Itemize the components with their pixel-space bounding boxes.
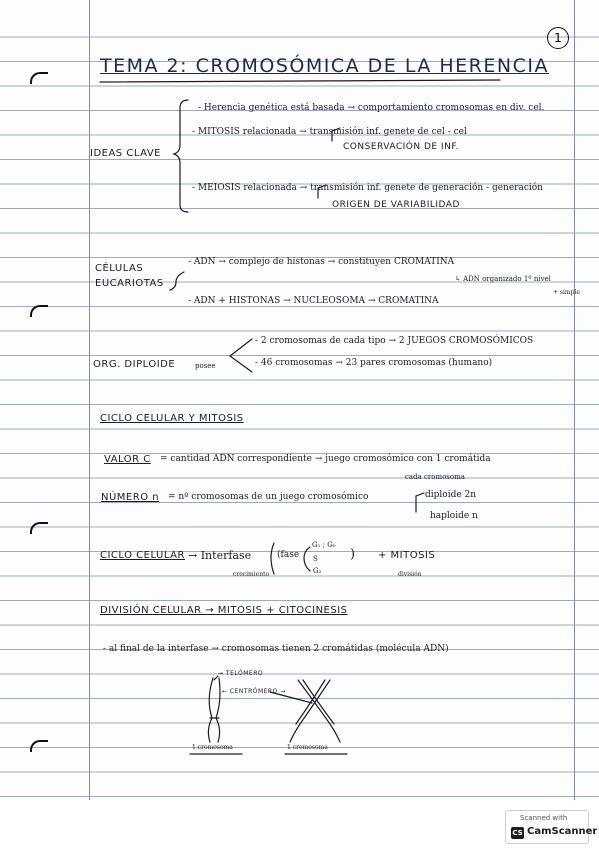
- celulas-label-1: CÉLULAS: [95, 263, 144, 274]
- diploide-bracket: [230, 339, 252, 372]
- page-title: TEMA 2: CROMOSÓMICA DE LA HERENCIA: [100, 55, 549, 77]
- ciclo-celular-label: CICLO CELULAR: [100, 550, 185, 561]
- valor-c-text: = cantidad ADN correspondiente → juego cromosómico con 1 cromátida: [160, 454, 491, 464]
- celulas-label-2: EUCARIOTAS: [95, 278, 164, 289]
- scanned-with-text: Scanned with: [520, 814, 568, 822]
- numero-n-label: NÚMERO n: [101, 492, 160, 503]
- cromosoma-label-1: 1 cromosoma: [192, 744, 233, 751]
- celulas-note-1: ↳ ADN organizado 1º nivel: [455, 275, 551, 283]
- page-number: 1: [547, 27, 569, 49]
- fase-brace: [304, 547, 310, 571]
- celulas-line-1: - ADN → complejo de histonas → constituyen CROMATINA: [188, 257, 455, 267]
- celulas-note-2: + simple: [553, 289, 580, 296]
- division-celular-line: DIVISIÓN CELULAR → MITOSIS + CITOCINESIS: [100, 605, 348, 616]
- ideas-line-3b: ORIGEN DE VARIABILIDAD: [332, 200, 460, 210]
- fase-g1-g0: G₁ ; G₀: [312, 541, 336, 549]
- numero-hook: [416, 493, 424, 512]
- division-text: división: [398, 571, 422, 578]
- fase-g2: G₂: [313, 567, 322, 575]
- fase-s: S: [313, 555, 318, 563]
- ideas-hook-2: [318, 185, 326, 198]
- interfase-text: → Interfase: [188, 549, 252, 562]
- camscanner-logo-icon: CS: [512, 829, 523, 837]
- diploide-2n: diploide 2n: [425, 490, 477, 500]
- ideas-line-2b: CONSERVACIÓN DE INF.: [343, 142, 459, 152]
- haploide-n: haploide n: [430, 511, 478, 521]
- fase-open-paren: [271, 543, 274, 574]
- celulas-brace: [170, 272, 184, 290]
- telomere-pointer: [214, 676, 218, 680]
- celulas-line-2: - ADN + HISTONAS → NUCLEOSOMA → CROMATINA: [188, 296, 439, 306]
- ideas-label: IDEAS CLAVE: [90, 148, 161, 159]
- ideas-line-3: - MEIOSIS relacionada → transmisión inf. genete de generación - generación: [192, 183, 543, 193]
- crecimiento-text: crecimiento: [233, 571, 270, 578]
- ciclo-heading: CICLO CELULAR Y MITOSIS: [100, 413, 244, 424]
- camscanner-brand: CamScanner: [527, 826, 598, 837]
- cromosoma-label-2: 1 cromosoma: [287, 744, 328, 751]
- final-interfase-line: - al final de la interfase → cromosomas tienen 2 cromátidas (molécula ADN): [103, 644, 449, 654]
- diploide-line-2: - 46 cromosomas → 23 pares cromosomas (humano): [255, 358, 493, 368]
- ideas-hook-1: [332, 128, 340, 141]
- diploide-line-1: - 2 cromosomas de cada tipo → 2 JUEGOS CROMOSÓMICOS: [255, 336, 534, 346]
- fase-text: (fase: [277, 550, 300, 560]
- telomero-label: → TELÓMERO: [218, 670, 264, 677]
- chromosome-1-body: [208, 678, 213, 742]
- camscanner-badge: [505, 810, 598, 844]
- numero-n-text: = nº cromosomas de un juego cromosómico: [168, 492, 369, 502]
- title-underline: [100, 80, 500, 82]
- diploide-posee: posee: [195, 362, 216, 370]
- centromero-label: ← CENTRÓMERO →: [222, 688, 286, 695]
- diploide-label: ORG. DIPLOIDE: [93, 359, 176, 370]
- fase-close-paren: ): [350, 547, 356, 562]
- ideas-brace: [174, 100, 188, 212]
- centromere-pointer: [270, 692, 312, 703]
- valor-c-label: VALOR C: [104, 454, 151, 465]
- ideas-line-1: - Herencia genética está basada → comportamiento cromosomas en div. cel.: [198, 103, 545, 113]
- valor-c-text-2: cada cromosoma: [405, 473, 465, 481]
- ideas-line-2: - MITOSIS relacionada → transmisión inf. genete de cel - cel: [192, 127, 467, 137]
- plus-mitosis-text: + MITOSIS: [378, 550, 436, 561]
- chromosome-1-body-2: [216, 678, 220, 742]
